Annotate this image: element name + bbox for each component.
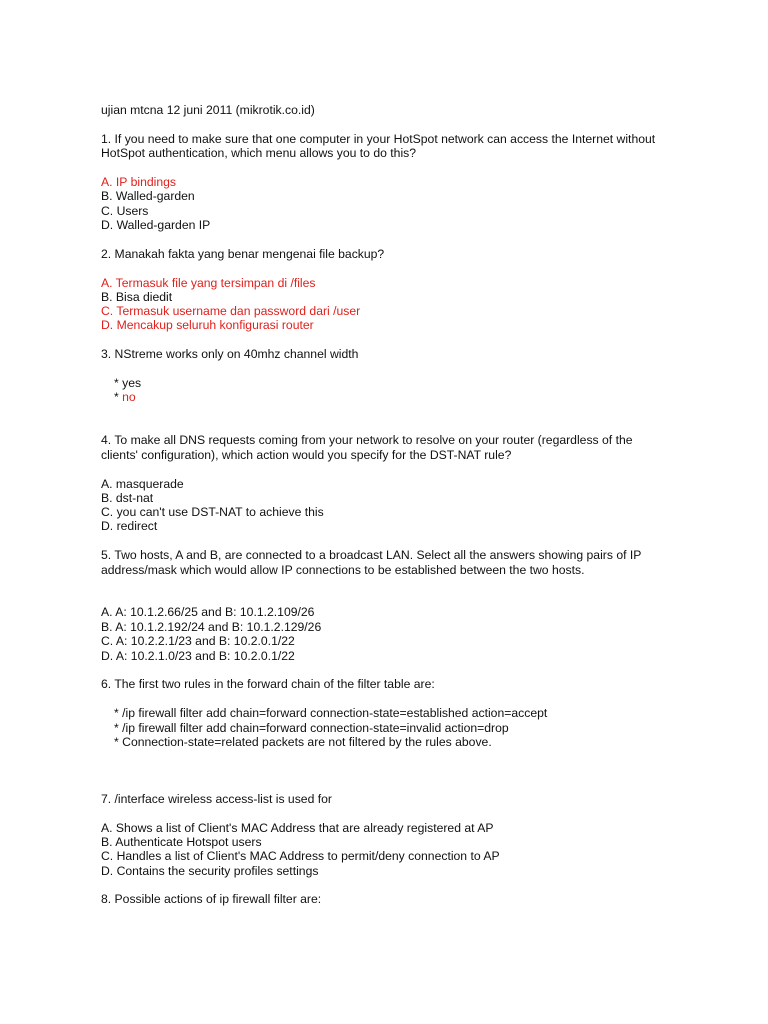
bullet-mark: * (114, 721, 123, 735)
question-5-option-d: D. A: 10.2.1.0/23 and B: 10.2.0.1/22 (101, 649, 295, 663)
question-7-option-c: C. Handles a list of Client's MAC Address to permit/deny connection to AP (101, 849, 500, 863)
question-4-option-a: A. masquerade (101, 477, 184, 491)
question-3-bullet-yes (114, 376, 141, 391)
question-4-option-b: B. dst-nat (101, 491, 154, 505)
bullet-mark: * (114, 706, 123, 720)
bullet-text: no (122, 390, 136, 404)
question-1-text-line-1: 1. If you need to make sure that one computer in your HotSpot network can access the Internet without (101, 132, 656, 146)
bullet-text: Connection-state=related packets are not filtered by the rules above. (122, 735, 492, 749)
question-5-option-c: C. A: 10.2.2.1/23 and B: 10.2.0.1/22 (101, 634, 295, 648)
bullet-text: /ip firewall filter add chain=forward connection-state=invalid action=drop (122, 721, 509, 735)
question-2-option-a: A. Termasuk file yang tersimpan di /files (101, 276, 316, 290)
question-2-option-b: B. Bisa diedit (101, 290, 173, 304)
question-6-bullet-2 (114, 721, 509, 736)
question-6-text: 6. The first two rules in the forward chain of the filter table are: (101, 677, 435, 691)
bullet-text: /ip firewall filter add chain=forward connection-state=established action=accept (122, 706, 548, 720)
question-5-option-a: A. A: 10.1.2.66/25 and B: 10.1.2.109/26 (101, 605, 315, 619)
question-5-text-line-2: address/mask which would allow IP connections to be established between the two hosts. (101, 563, 585, 577)
question-2-text: 2. Manakah fakta yang benar mengenai file backup? (101, 247, 385, 261)
question-6-bullet-1 (114, 706, 547, 721)
question-1-option-d: D. Walled-garden IP (101, 218, 211, 232)
question-4-option-d: D. redirect (101, 519, 158, 533)
question-5-option-b: B. A: 10.1.2.192/24 and B: 10.1.2.129/26 (101, 620, 322, 634)
question-6-bullet-3 (114, 735, 492, 750)
question-1-option-a: A. IP bindings (101, 175, 176, 189)
question-1-text-line-2: HotSpot authentication, which menu allows you to do this? (101, 146, 417, 160)
question-3-text: 3. NStreme works only on 40mhz channel width (101, 347, 359, 361)
question-7-option-a: A. Shows a list of Client's MAC Address that are already registered at AP (101, 821, 494, 835)
bullet-mark: * (114, 735, 123, 749)
question-4-option-c: C. you can't use DST-NAT to achieve this (101, 505, 324, 519)
question-7-text: 7. /interface wireless access-list is used for (101, 792, 332, 806)
question-4-text-line-2: clients' configuration), which action would you specify for the DST-NAT rule? (101, 448, 512, 462)
question-8-text: 8. Possible actions of ip firewall filter are: (101, 892, 322, 906)
question-7-option-d: D. Contains the security profiles settings (101, 864, 319, 878)
question-1-option-b: B. Walled-garden (101, 189, 195, 203)
question-2-option-d: D. Mencakup seluruh konfigurasi router (101, 318, 314, 332)
bullet-mark: * (114, 376, 123, 390)
question-2-option-c: C. Termasuk username dan password dari /user (101, 304, 361, 318)
bullet-text: yes (122, 376, 142, 390)
bullet-mark: * (114, 390, 123, 404)
document-header: ujian mtcna 12 juni 2011 (mikrotik.co.id) (101, 103, 315, 117)
question-7-option-b: B. Authenticate Hotspot users (101, 835, 262, 849)
question-5-text-line-1: 5. Two hosts, A and B, are connected to a broadcast LAN. Select all the answers showing pairs of IP (101, 548, 642, 562)
question-3-bullet-no (114, 390, 136, 405)
question-4-text-line-1: 4. To make all DNS requests coming from your network to resolve on your router (regardless of the (101, 433, 633, 447)
question-1-option-c: C. Users (101, 204, 149, 218)
